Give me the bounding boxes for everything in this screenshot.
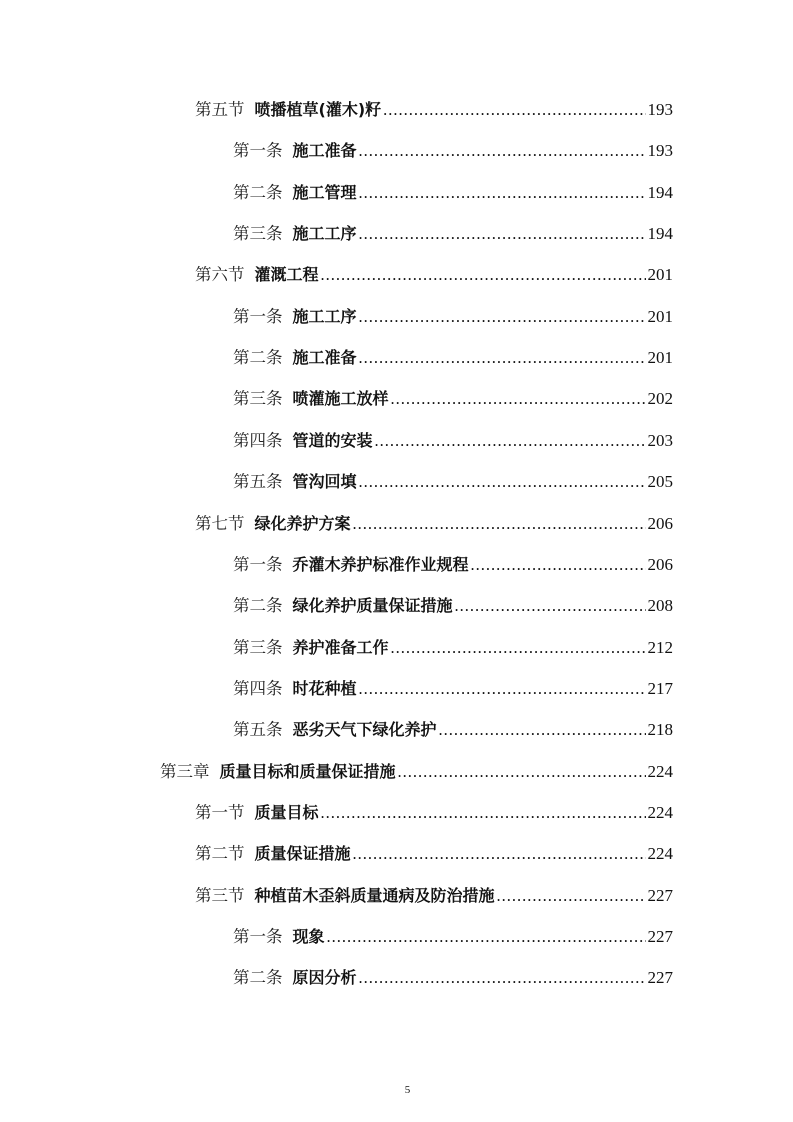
dot-leader — [359, 965, 646, 991]
dot-leader — [359, 138, 646, 164]
toc-entry[interactable] — [233, 138, 673, 164]
toc-entry-page: 218 — [647, 720, 673, 740]
toc-entry[interactable] — [195, 841, 673, 867]
toc-entry-title: 恶劣天气下绿化养护 — [292, 720, 437, 740]
toc-entry[interactable] — [233, 635, 673, 661]
toc-entry-number: 第二条 — [233, 182, 283, 202]
toc-entry-page: 202 — [647, 389, 673, 409]
dot-leader — [359, 221, 646, 247]
toc-entry-title: 绿化养护质量保证措施 — [292, 596, 453, 616]
toc-entry-title: 施工准备 — [292, 348, 357, 368]
toc-entry-page: 212 — [647, 637, 673, 657]
toc-entry-page: 194 — [647, 182, 673, 202]
toc-entry-number: 第三条 — [233, 224, 283, 244]
toc-entry[interactable] — [233, 593, 673, 619]
dot-leader — [398, 759, 646, 785]
toc-entry-number: 第一条 — [233, 306, 283, 326]
toc-entry-number: 第五条 — [233, 720, 283, 740]
dot-leader — [321, 800, 646, 826]
page-number: 5 — [404, 1084, 411, 1096]
toc-entry-number: 第四条 — [233, 430, 283, 450]
toc-entry-page: 193 — [647, 141, 673, 161]
toc-entry[interactable] — [233, 345, 673, 371]
toc-entry[interactable] — [195, 800, 673, 826]
toc-entry-page: 206 — [647, 513, 673, 533]
toc-entry-number: 第二条 — [233, 596, 283, 616]
toc-entry-page: 203 — [647, 430, 673, 450]
toc-entry[interactable] — [233, 221, 673, 247]
dot-leader — [359, 676, 646, 702]
toc-entry[interactable] — [233, 676, 673, 702]
toc-entry[interactable] — [195, 262, 673, 288]
toc-entry-page: 201 — [647, 265, 673, 285]
toc-entry-number: 第七节 — [195, 513, 245, 533]
toc-entry-number: 第三条 — [233, 637, 283, 657]
toc-entry-page: 194 — [647, 224, 673, 244]
toc-entry-number: 第五节 — [195, 100, 245, 119]
toc-entry-number: 第三条 — [233, 389, 283, 409]
dot-leader — [391, 635, 646, 661]
dot-leader — [439, 717, 646, 743]
toc-entry-title: 绿化养护方案 — [254, 513, 351, 533]
toc-entry-page: 227 — [647, 927, 673, 946]
toc-entry[interactable] — [233, 552, 673, 578]
dot-leader — [471, 552, 646, 578]
toc-entry-number: 第四条 — [233, 678, 283, 698]
dot-leader — [375, 428, 646, 454]
toc-entry-page: 224 — [647, 844, 673, 864]
dot-leader — [391, 386, 646, 412]
toc-entry-title: 乔灌木养护标准作业规程 — [292, 554, 469, 574]
toc-entry[interactable] — [160, 759, 673, 785]
toc-entry-number: 第一条 — [233, 141, 283, 161]
toc-entry-page: 227 — [647, 968, 673, 988]
toc-entry-number: 第三节 — [195, 885, 245, 905]
toc-entry-number: 第二条 — [233, 348, 283, 368]
dot-leader — [359, 345, 646, 371]
toc-entry-title: 施工准备 — [292, 141, 357, 161]
toc-entry-title: 管沟回填 — [292, 472, 357, 492]
toc-entry[interactable] — [195, 97, 673, 123]
toc-entry-page: 224 — [647, 761, 673, 781]
dot-leader — [359, 469, 646, 495]
dot-leader — [497, 883, 646, 909]
toc-entry[interactable] — [233, 428, 673, 454]
toc-entry[interactable] — [233, 386, 673, 412]
toc-entry-title: 管道的安装 — [292, 430, 373, 450]
toc-entry-title: 时花种植 — [292, 678, 357, 698]
toc-entry[interactable] — [195, 883, 673, 909]
toc-entry-number: 第一条 — [233, 927, 283, 946]
toc-entry-title: 质量保证措施 — [254, 844, 351, 864]
toc-entry-page: 217 — [647, 678, 673, 698]
toc-entry-title: 喷播植草(灌木)籽 — [254, 100, 382, 119]
toc-entry-title: 施工工序 — [292, 306, 357, 326]
dot-leader — [359, 304, 646, 330]
toc-entry-page: 205 — [647, 472, 673, 492]
toc-entry[interactable] — [233, 717, 673, 743]
toc-entry[interactable] — [233, 304, 673, 330]
dot-leader — [383, 97, 645, 123]
toc-entry[interactable] — [195, 511, 673, 537]
toc-entry-page: 206 — [647, 554, 673, 574]
toc-entry-title: 质量目标和质量保证措施 — [219, 761, 396, 781]
toc-entry-number: 第三章 — [160, 761, 210, 781]
toc-entry-title: 现象 — [292, 927, 325, 946]
toc-entry-number: 第二条 — [233, 968, 283, 988]
toc-entry-title: 施工管理 — [292, 182, 357, 202]
dot-leader — [359, 180, 646, 206]
toc-entry-title: 喷灌施工放样 — [292, 389, 389, 409]
dot-leader — [327, 924, 646, 950]
toc-entry-title: 质量目标 — [254, 802, 319, 822]
toc-entry-number: 第五条 — [233, 472, 283, 492]
dot-leader — [353, 841, 646, 867]
toc-entry-number: 第一条 — [233, 554, 283, 574]
toc-entry-page: 227 — [647, 885, 673, 905]
toc-entry-page: 224 — [647, 802, 673, 822]
toc-entry-page: 201 — [647, 348, 673, 368]
dot-leader — [321, 262, 646, 288]
toc-entry-title: 原因分析 — [292, 968, 357, 988]
toc-entry[interactable] — [233, 180, 673, 206]
toc-entry-title: 施工工序 — [292, 224, 357, 244]
toc-entry-number: 第二节 — [195, 844, 245, 864]
toc-entry-page: 201 — [647, 306, 673, 326]
toc-entry[interactable] — [233, 965, 673, 991]
toc-entry-page: 193 — [647, 100, 673, 119]
toc-entry-page: 208 — [647, 596, 673, 616]
toc-entry[interactable] — [233, 469, 673, 495]
toc-entry-number: 第六节 — [195, 265, 245, 285]
toc-entry-title: 种植苗木歪斜质量通病及防治措施 — [254, 885, 495, 905]
toc-entry[interactable] — [233, 924, 673, 950]
toc-entry-title: 灌溉工程 — [254, 265, 319, 285]
dot-leader — [455, 593, 646, 619]
toc-entry-title: 养护准备工作 — [292, 637, 389, 657]
toc-entry-number: 第一节 — [195, 802, 245, 822]
dot-leader — [353, 511, 646, 537]
